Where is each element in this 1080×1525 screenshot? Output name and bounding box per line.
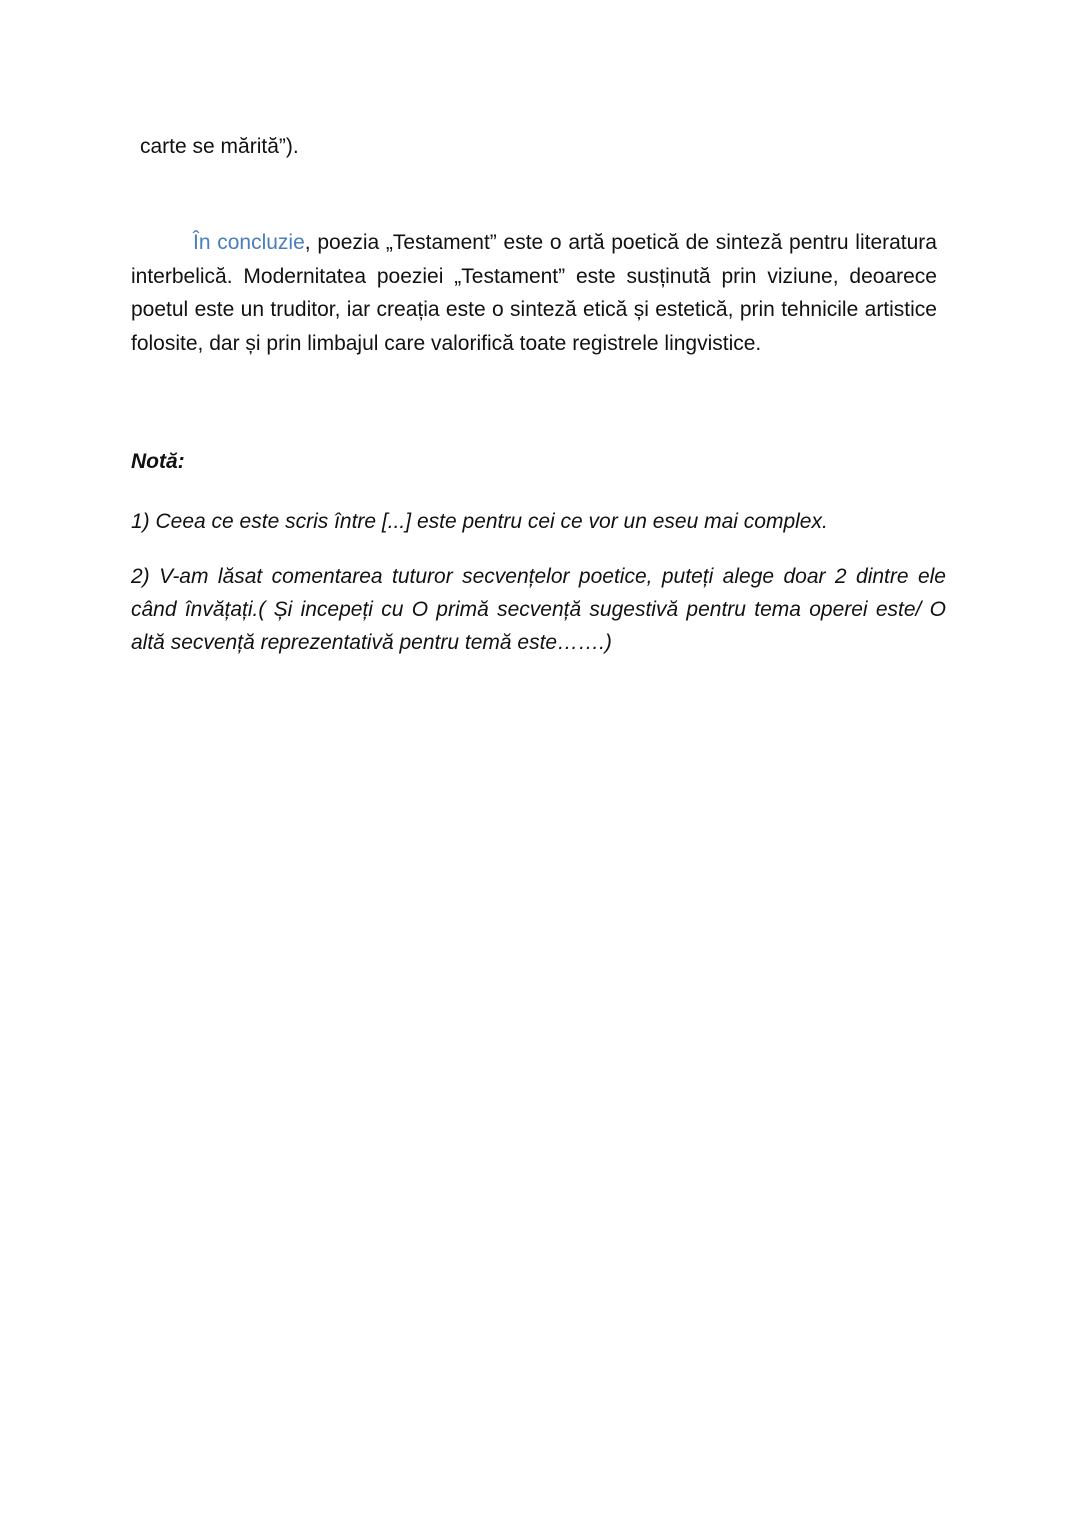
conclusion-text: , poezia „Testament” este o artă poetică de sinteză pentru literatura interbelică. Modernitatea poeziei „Testament” este susținută prin viziune, deoarece poetul este un truditor, iar creația este o sinteză etică și estetică, prin tehnicile artistice folosite, dar și prin limbajul care valorifică toate registrele lingvistice. — [131, 231, 937, 355]
note-heading: Notă: — [131, 450, 185, 473]
conclusion-paragraph — [131, 226, 937, 360]
conclusion-lead: În concluzie — [193, 231, 305, 254]
note-item: 1) Ceea ce este scris între [...] este pentru cei ce vor un eseu mai complex. — [131, 510, 828, 533]
continuation-paragraph: carte se mărită”). — [140, 135, 299, 158]
note-item: 2) V-am lăsat comentarea tuturor secvențelor poetice, puteți alege doar 2 dintre ele când învățați.( Și incepeți cu O primă secvență sugestivă pentru tema operei este/ O altă secvență reprezentativă pentru temă este…….) — [131, 565, 946, 654]
